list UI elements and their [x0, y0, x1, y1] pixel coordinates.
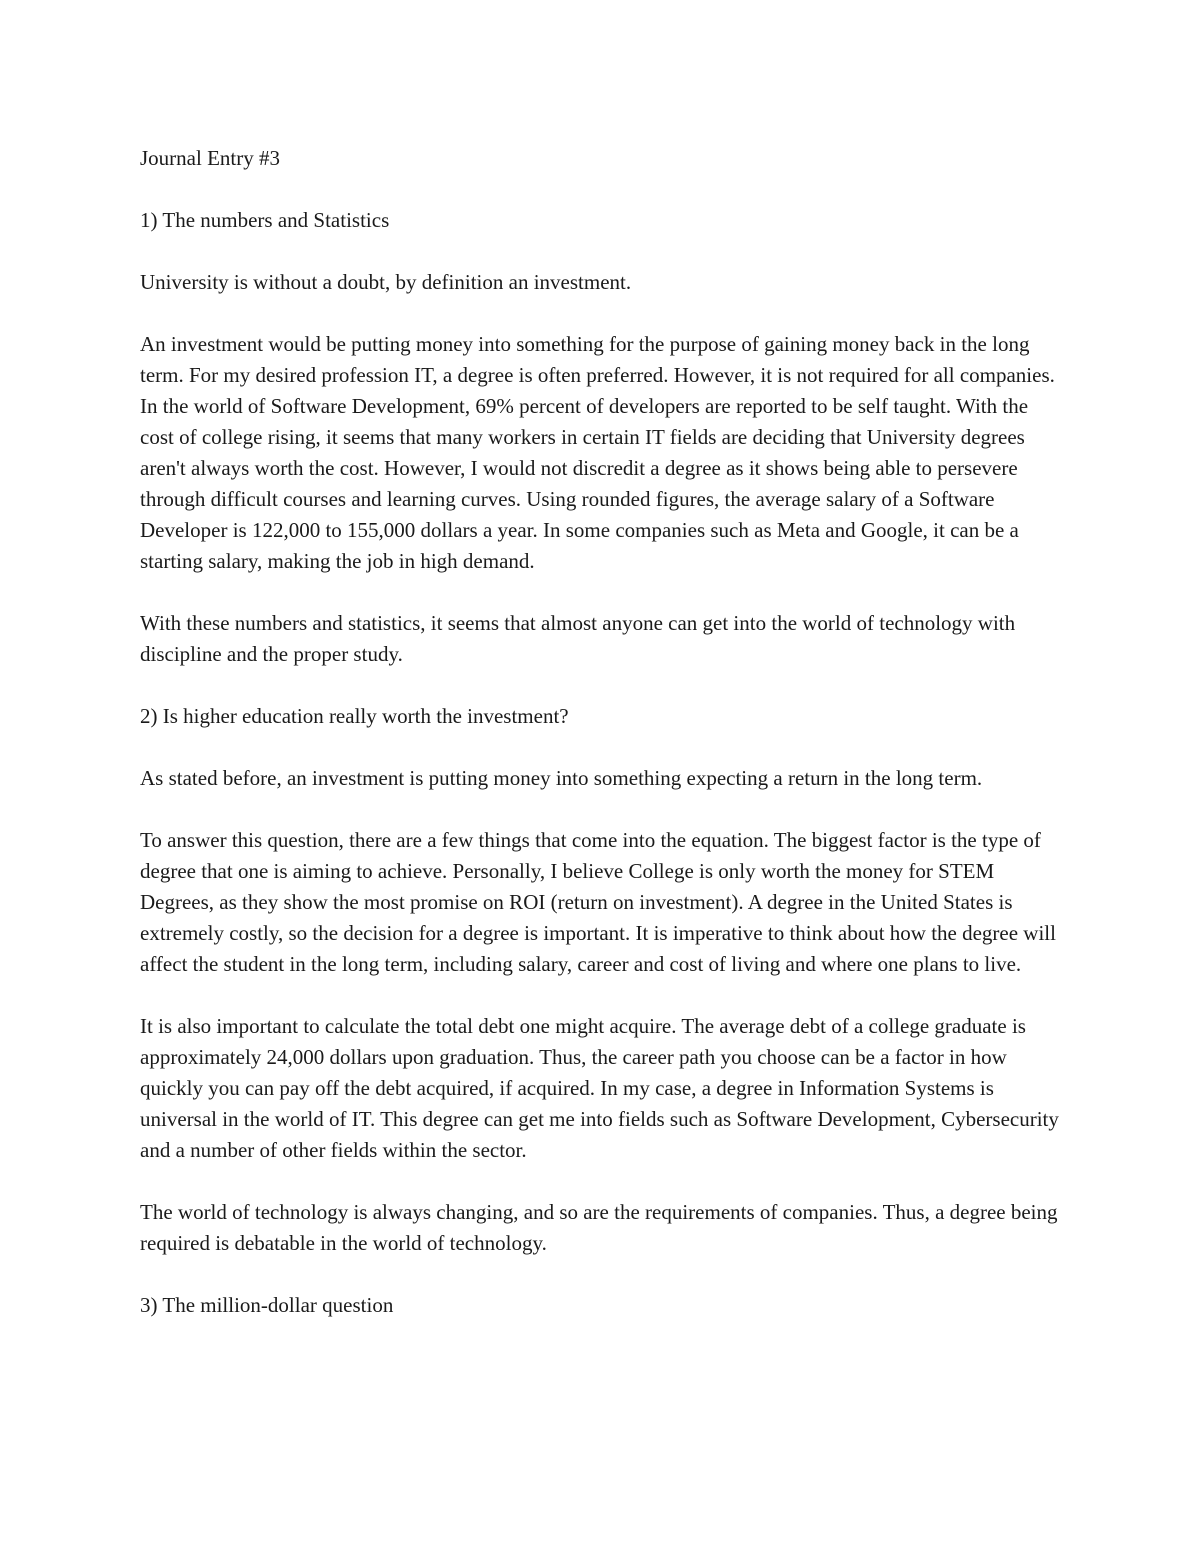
- paragraph-statistics-conclusion: With these numbers and statistics, it seems that almost anyone can get into the world of technology with discipline and the proper study.: [140, 611, 1016, 666]
- paragraph-debt: It is also important to calculate the total debt one might acquire. The average debt of a college graduate is approximately 24,000 dollars upon graduation. Thus, the career path you choose can be a factor in how quickly you can pay off the debt acquired, if acquired. In my case, a degree in Information Systems is universal in the world of IT. This degree can get me into fields such as Software Development, Cybersecurity and a number of other fields within the sector.: [140, 1014, 1059, 1162]
- document-title: Journal Entry #3: [140, 146, 280, 170]
- paragraph-investment-definition: As stated before, an investment is putting money into something expecting a return in the long term.: [140, 766, 983, 790]
- section-heading-2: 2) Is higher education really worth the investment?: [140, 704, 569, 728]
- paragraph-technology-changing: The world of technology is always changing, and so are the requirements of companies. Thus, a degree being required is debatable in the world of technology.: [140, 1200, 1058, 1255]
- paragraph-investment: An investment would be putting money into something for the purpose of gaining money back in the long term. For my desired profession IT, a degree is often preferred. However, it is not required for all companies. In the world of Software Development, 69% percent of developers are reported to be self taught. With the cost of college rising, it seems that many workers in certain IT fields are deciding that University degrees aren't always worth the cost. However, I would not discredit a degree as it shows being able to persevere through difficult courses and learning curves. Using rounded figures, the average salary of a Software Developer is 122,000 to 155,000 dollars a year. In some companies such as Meta and Google, it can be a starting salary, making the job in high demand.: [140, 332, 1055, 573]
- document-body: [140, 143, 1065, 1352]
- paragraph-intro: University is without a doubt, by definition an investment.: [140, 270, 632, 294]
- section-heading-1: 1) The numbers and Statistics: [140, 208, 390, 232]
- section-heading-3: 3) The million-dollar question: [140, 1293, 394, 1317]
- paragraph-degree-type: To answer this question, there are a few things that come into the equation. The biggest factor is the type of degree that one is aiming to achieve. Personally, I believe College is only worth the money for STEM Degrees, as they show the most promise on ROI (return on investment). A degree in the United States is extremely costly, so the decision for a degree is important. It is imperative to think about how the degree will affect the student in the long term, including salary, career and cost of living and where one plans to live.: [140, 828, 1056, 976]
